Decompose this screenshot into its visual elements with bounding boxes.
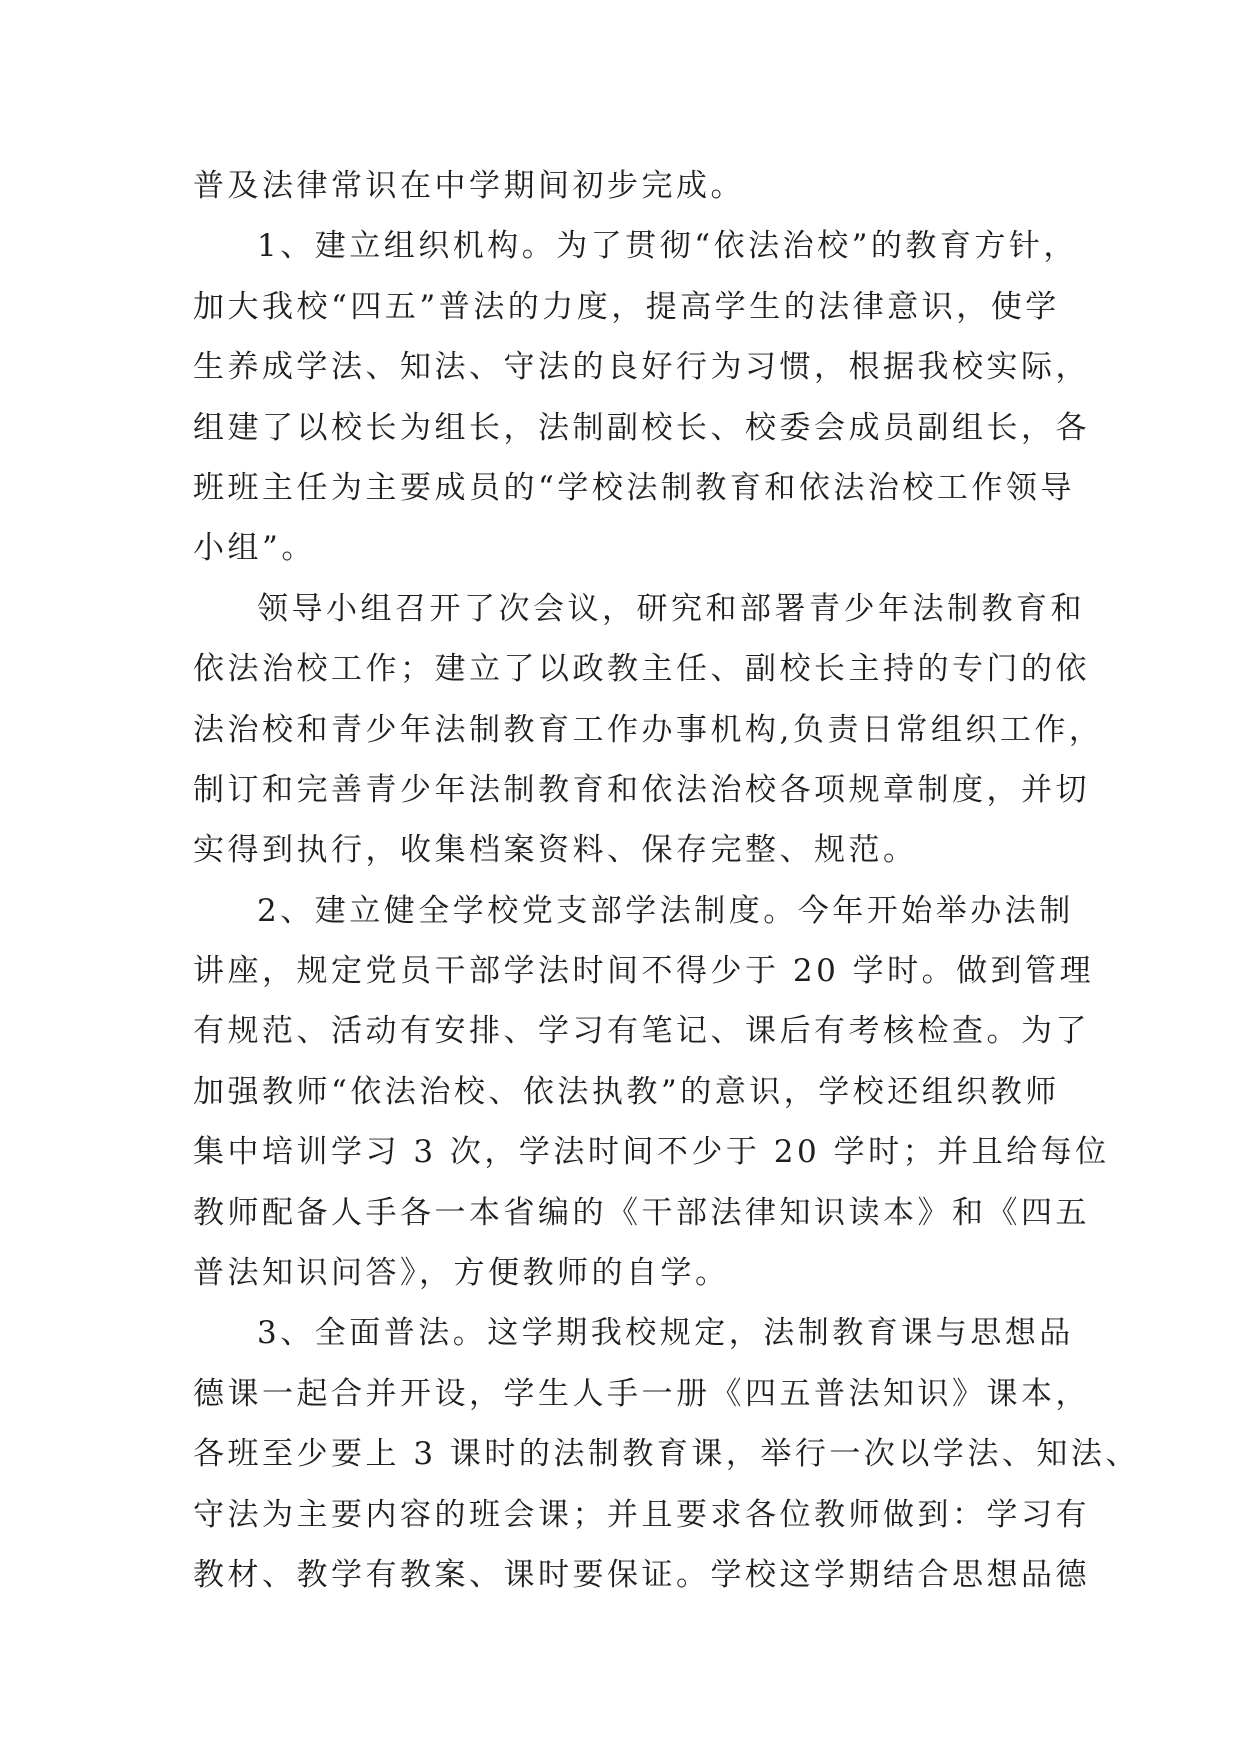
text-line: 普及法律常识在中学期间初步完成。 bbox=[193, 168, 745, 204]
text-line: 教师配备人手各一本省编的《干部法律知识读本》和《四五 bbox=[193, 1194, 1090, 1231]
text-line: 班班主任为主要成员的“学校法制教育和依法治校工作领导 bbox=[193, 469, 1075, 506]
text-line: 加强教师“依法治校、依法执教”的意识，学校还组织教师 bbox=[193, 1073, 1060, 1110]
text-line: 德课一起合并开设，学生人手一册《四五普法知识》课本， bbox=[193, 1375, 1090, 1412]
paragraph-first-line: 2、建立健全学校党支部学法制度。今年开始举办法制 bbox=[257, 892, 1074, 929]
text-line: 法治校和青少年法制教育工作办事机构,负责日常组织工作， bbox=[193, 711, 1104, 748]
text-line: 制订和完善青少年法制教育和依法治校各项规章制度，并切 bbox=[193, 771, 1090, 808]
text-line: 加大我校“四五”普法的力度，提高学生的法律意识，使学 bbox=[193, 288, 1060, 325]
text-line: 有规范、活动有安排、学习有笔记、课后有考核检查。为了 bbox=[193, 1013, 1090, 1050]
text-line: 生养成学法、知法、守法的良好行为习惯，根据我校实际， bbox=[193, 349, 1090, 386]
document-body bbox=[193, 156, 1140, 1605]
text-line: 集中培训学习 3 次，学法时间不少于 20 学时；并且给每位 bbox=[193, 1134, 1110, 1171]
text-line: 组建了以校长为组长，法制副校长、校委会成员副组长，各 bbox=[193, 409, 1090, 446]
text-line: 教材、教学有教案、课时要保证。学校这学期结合思想品德 bbox=[193, 1556, 1090, 1593]
text-line: 各班至少要上 3 课时的法制教育课，举行一次以学法、知法、 bbox=[193, 1436, 1140, 1473]
text-line: 依法治校工作；建立了以政教主任、副校长主持的专门的依 bbox=[193, 651, 1090, 688]
text-line: 小组”。 bbox=[193, 530, 316, 567]
paragraph-first-line: 1、建立组织机构。为了贯彻“依法治校”的教育方针， bbox=[257, 228, 1078, 265]
paragraph-first-line: 3、全面普法。这学期我校规定，法制教育课与思想品 bbox=[257, 1315, 1074, 1352]
paragraph-first-line: 领导小组召开了次会议，研究和部署青少年法制教育和 bbox=[257, 590, 1085, 627]
text-line: 守法为主要内容的班会课；并且要求各位教师做到：学习有 bbox=[193, 1496, 1090, 1533]
text-line: 实得到执行，收集档案资料、保存完整、规范。 bbox=[193, 832, 918, 869]
text-line: 普法知识问答》，方便教师的自学。 bbox=[193, 1255, 730, 1292]
text-line: 讲座，规定党员干部学法时间不得少于 20 学时。做到管理 bbox=[193, 953, 1095, 990]
